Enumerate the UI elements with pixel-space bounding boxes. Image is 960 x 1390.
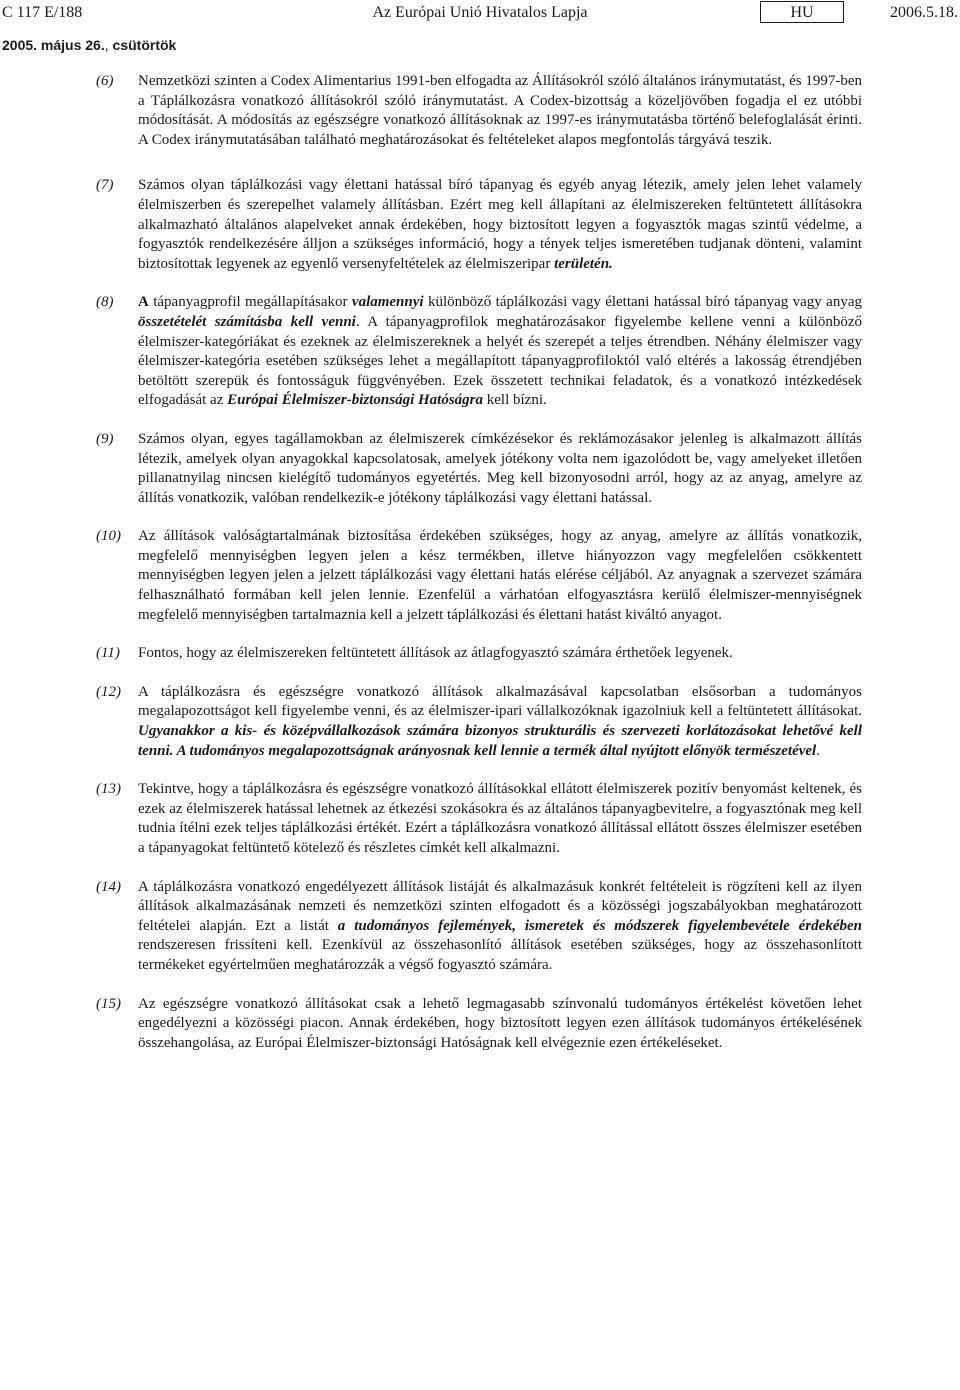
language-badge: HU bbox=[760, 1, 844, 23]
recital-10 bbox=[0, 527, 960, 625]
bold-text: A bbox=[138, 294, 149, 311]
body-text: A táplálkozásra vonatkozó engedélyezett állítások listáját és alkalmazásuk konkrét feltételeit is rögzíteni kell az ilyen állítások alkalmazásának nemzeti és nemzetközi szinten elfogadott és a közösségi jogszabályokban meghatározott feltételei alapján. Ezt a listát bbox=[138, 878, 862, 934]
recital-number: (11) bbox=[96, 645, 120, 662]
recital-8 bbox=[0, 293, 960, 411]
recital-9 bbox=[0, 430, 960, 508]
recital-14 bbox=[0, 878, 960, 976]
recital-text bbox=[138, 72, 862, 150]
emphasis-text: a tudományos fejlemények, ismeretek és módszerek figyelembevétele érdekében bbox=[337, 917, 862, 934]
body-text: Fontos, hogy az élelmiszereken feltüntetett állítások az átlagfogyasztó számára érthetőek legyenek. bbox=[138, 645, 733, 662]
publication-date: 2006.5.18. bbox=[890, 4, 958, 21]
body-text: Az egészségre vonatkozó állításokat csak a lehető legmagasabb színvonalú tudományos értékelést követően lehet engedélyezni a közösségi piacon. Annak érdekében, hogy biztosított legyen ezen állítások tudományos értékelésének összehangolása, az Európai Élelmiszer-biztonsági Hatóságnak kell elvégeznie ezen értékeléseket. bbox=[138, 995, 862, 1051]
recital-text bbox=[138, 430, 862, 508]
recital-13 bbox=[0, 780, 960, 858]
recital-text bbox=[138, 527, 862, 625]
recital-6 bbox=[0, 72, 960, 150]
recital-number: (9) bbox=[96, 430, 114, 447]
recital-11 bbox=[0, 644, 960, 664]
journal-title: Az Európai Unió Hivatalos Lapja bbox=[372, 4, 588, 21]
session-date-value: 2005. május 26. bbox=[2, 37, 105, 53]
session-date-separator: , bbox=[104, 37, 109, 53]
recital-number: (12) bbox=[96, 683, 121, 700]
body-text: rendszeresen frissíteni kell. Ezenkívül az összehasonlító állítások esetében szükséges, hogy az összehasonlított termékeket egyértelműen meghatározzák a végső fogyasztó számára. bbox=[138, 937, 862, 973]
recital-text bbox=[138, 176, 862, 274]
emphasis-text: Európai Élelmiszer-biztonsági Hatóságra bbox=[227, 392, 484, 409]
body-text: A táplálkozásra és egészségre vonatkozó állítások alkalmazásával kapcsolatban elsősorban a tudományos megalapozottságot kell figyelembe venni, és az élelmiszer-ipari vállalkozóknak igazolniuk kell a feltüntetett állításokat. bbox=[138, 683, 862, 720]
emphasis-text: összetételét számításba kell venni bbox=[138, 313, 356, 330]
body-text: Az állítások valóságtartalmának biztosítása érdekében szükséges, hogy az anyag, amelyre az állítás vonatkozik, megfelelő mennyiségben legyen jelen a kész termékben, illetve hiányozzon vagy megfelelően csökkentett mennyiségben legyen jelen a jelzett táplálkozási vagy élettani hatás elérése céljából. Az anyagnak a szervezet számára felhasználható formában kell jelen lennie. Ezenfelül a várhatóan elfogyasztásra kerülő élelmiszer-mennyiségnek megfelelő mennyiségben tartalmaznia kell a jelzett táplálkozási és élettani hatást kiváltó anyagot. bbox=[138, 528, 862, 623]
session-date bbox=[2, 34, 176, 56]
recital-12 bbox=[0, 683, 960, 761]
session-weekday: csütörtök bbox=[112, 37, 177, 53]
body-text: különböző táplálkozási vagy élettani hatással bíró tápanyag vagy anyag bbox=[423, 294, 862, 311]
recital-text bbox=[138, 683, 862, 761]
recital-text bbox=[138, 878, 862, 976]
recital-number: (7) bbox=[96, 177, 114, 194]
recital-number: (14) bbox=[96, 878, 121, 895]
body-text: Számos olyan táplálkozási vagy élettani hatással bíró tápanyag és egyéb anyag létezik, amely jelen lehet valamely élelmiszerben és szerepelhet valamely állításban. Ezért meg kell állapítani az élelmiszereken feltüntetett állításokra alkalmazható általános alapelveket annak érdekében, hogy biztosított legyen a fogyasztók magas szintű védelme, a fogyasztók rendelkezésére álljon a szükséges információ, hogy a tények teljes ismeretében tudjanak dönteni, valamint biztosítottak legyenek az egyenlő versenyfeltételek az élelmiszeripar bbox=[138, 177, 862, 272]
recital-number: (15) bbox=[96, 995, 121, 1012]
body-text: Tekintve, hogy a táplálkozásra és egészségre vonatkozó állításokkal ellátott élelmiszerek pozitív benyomást keltenek, és ezek az élelmiszerek hatással lehetnek az étkezési szokásokra és az általános tápanyagbevitelre, a fogyasztónak meg kell tudnia ítélni ezek teljes táplálkozási értékét. Ezért a táplálkozásra vonatkozó állítással ellátott összes élelmiszer esetében a tápanyagokat feltüntető kötelező és részletes címkét kell alkalmazni. bbox=[138, 781, 862, 856]
body-text: tápanyagprofil megállapításakor bbox=[148, 294, 352, 311]
body-text: Számos olyan, egyes tagállamokban az élelmiszerek címkézésekor és reklámozásakor jelenleg is alkalmazott állítás létezik, amelyek olyan anyagokkal kapcsolatosak, amelyek jótékony volta nem igazolódott be, vagy amelyeket illetően pillanatnyilag nincsen kielégítő tudományos egyetértés. Meg kell bizonyosodni arról, hogy az az anyag, amelyre az állítás vonatkozik, valóban rendelkezik-e jótékony táplálkozási vagy élettani hatással. bbox=[138, 430, 862, 506]
recital-number: (13) bbox=[96, 781, 121, 798]
body-text: . bbox=[816, 742, 820, 759]
recital-number: (8) bbox=[96, 294, 114, 311]
recital-text bbox=[138, 995, 862, 1054]
emphasis-text: területén. bbox=[554, 255, 613, 272]
recital-15 bbox=[0, 995, 960, 1054]
recital-text bbox=[138, 293, 862, 411]
journal-reference: C 117 E/188 bbox=[2, 4, 83, 21]
recital-text bbox=[138, 780, 862, 858]
recital-number: (10) bbox=[96, 528, 121, 545]
recitals-list bbox=[0, 72, 960, 1072]
recital-text bbox=[138, 644, 862, 664]
emphasis-text: valamennyi bbox=[351, 294, 424, 311]
emphasis-text: Ugyanakkor a kis- és középvállalkozások számára bizonyos strukturális és szervezeti korlátozásokat lehetővé kell tenni. A tudományos megalapozottságnak arányosnak kell lennie a termék által nyújtott előnyök természetével bbox=[138, 723, 862, 759]
body-text: kell bízni. bbox=[483, 392, 547, 409]
page-header bbox=[0, 0, 960, 26]
body-text: . A tápanyagprofilok meghatározásakor figyelembe kellene venni a különböző élelmiszer-kategóriákat és ezeknek az élelmiszereknek a helyét és szerepét a teljes étrendben. Néhány élelmiszer vagy élelmiszer-kategória esetében szükséges lehet a megállapított tápanyagprofiloktól való eltérés a lakosság étrendjében betöltött szerepük és fontosságuk függvényében. Ezek összetett technikai feladatok, és a vonatkozó intézkedések elfogadását az bbox=[138, 313, 862, 409]
recital-7 bbox=[0, 176, 960, 274]
recital-number: (6) bbox=[96, 73, 114, 89]
body-text: Nemzetközi szinten a Codex Alimentarius 1991-ben elfogadta az Állításokról szóló általános iránymutatást, és 1997-ben a Táplálkozásra vonatkozó állításokról szóló iránymutatást. A Codex-bizottság a közeljövőben fogadja el ez utóbbi módosítását. A módosítás az egészségre vonatkozó állításoknak az 1997-es iránymutatásba történő belefoglalását érinti. A Codex iránymutatásában található meghatározásokat és feltételeket alapos megfontolás tárgyává teszik. bbox=[138, 73, 862, 148]
